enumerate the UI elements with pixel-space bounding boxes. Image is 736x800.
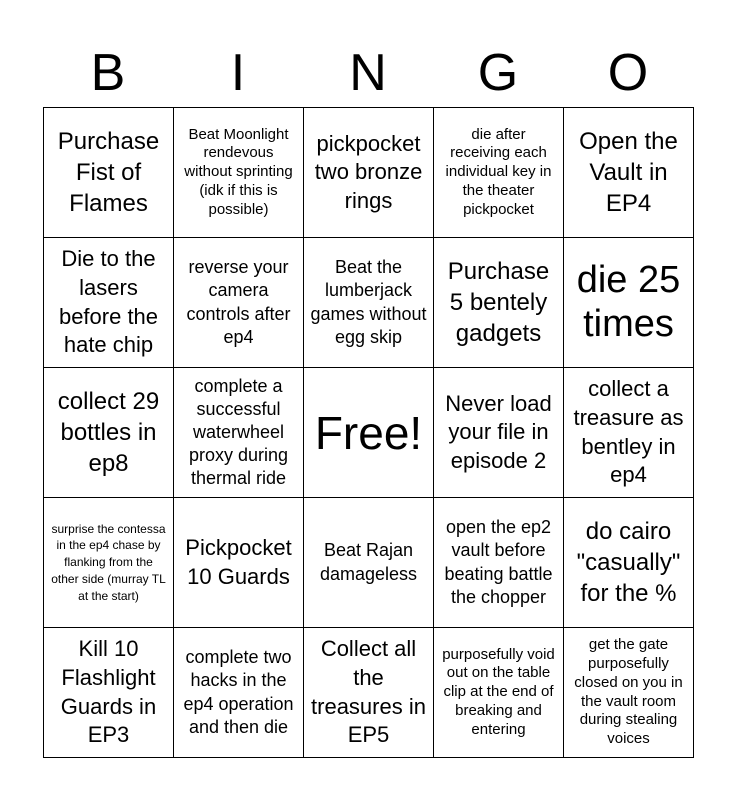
bingo-cell-r4c4[interactable] (434, 498, 564, 628)
cell-label: collect a treasure as bentley in ep4 (573, 376, 684, 488)
cell-label: Beat Rajan damageless (319, 540, 418, 584)
bingo-cell-r3c5[interactable] (564, 368, 694, 498)
bingo-cell-r4c2[interactable] (174, 498, 304, 628)
bingo-cell-r3c4[interactable] (434, 368, 564, 498)
header-letter-o: O (607, 44, 649, 102)
bingo-header (43, 40, 693, 106)
cell-label: Pickpocket 10 Guards (185, 534, 292, 589)
cell-label: Die to the lasers before the hate chip (58, 246, 159, 358)
bingo-cell-r3c2[interactable] (174, 368, 304, 498)
bingo-cell-r5c3[interactable] (304, 628, 434, 758)
bingo-cell-r1c5[interactable] (564, 108, 694, 238)
header-letter-i: I (230, 44, 246, 102)
bingo-cell-r2c2[interactable] (174, 238, 304, 368)
cell-label: Kill 10 Flashlight Guards in EP3 (60, 636, 157, 748)
cell-label: collect 29 bottles in ep8 (57, 387, 160, 478)
header-letter-b: B (90, 44, 126, 102)
cell-label: Collect all the treasures in EP5 (311, 636, 426, 748)
bingo-cell-r3c1[interactable] (44, 368, 174, 498)
cell-label: do cairo "casually" for the % (576, 517, 681, 608)
cell-label: die after receiving each individual key in the theater pickpocket (445, 125, 552, 218)
cell-label: open the ep2 vault before beating battle the chopper (444, 517, 553, 607)
cell-label: Purchase Fist of Flames (57, 127, 160, 218)
bingo-cell-r1c4[interactable] (434, 108, 564, 238)
header-letter-g: G (477, 44, 519, 102)
cell-label: Beat Moonlight rendevous without sprinting (idk if this is possible) (184, 125, 293, 218)
bingo-cell-r5c4[interactable] (434, 628, 564, 758)
free-space-label: Free! (314, 406, 423, 459)
cell-label: Never load your file in episode 2 (445, 390, 552, 473)
bingo-cell-r2c3[interactable] (304, 238, 434, 368)
cell-label: surprise the contessa in the ep4 chase by flanking from the other side (murray TL at the start) (51, 521, 166, 603)
bingo-cell-r2c1[interactable] (44, 238, 174, 368)
bingo-board (43, 107, 694, 758)
bingo-cell-r5c1[interactable] (44, 628, 174, 758)
cell-label: die 25 times (576, 258, 681, 345)
bingo-cell-r5c5[interactable] (564, 628, 694, 758)
cell-label: complete a successful waterwheel proxy during thermal ride (188, 375, 289, 489)
bingo-cell-r1c2[interactable] (174, 108, 304, 238)
cell-label: complete two hacks in the ep4 operation and then die (183, 647, 294, 737)
cell-label: reverse your camera controls after ep4 (186, 257, 291, 347)
header-letter-n: N (349, 44, 387, 102)
bingo-cell-r4c1[interactable] (44, 498, 174, 628)
bingo-cell-free[interactable] (304, 368, 434, 498)
bingo-cell-r2c4[interactable] (434, 238, 564, 368)
bingo-cell-r1c1[interactable] (44, 108, 174, 238)
bingo-cell-r5c2[interactable] (174, 628, 304, 758)
cell-label: pickpocket two bronze rings (314, 130, 423, 213)
bingo-cell-r2c5[interactable] (564, 238, 694, 368)
cell-label: purposefully void out on the table clip at the end of breaking and entering (442, 645, 555, 738)
bingo-cell-r1c3[interactable] (304, 108, 434, 238)
cell-label: Purchase 5 bentely gadgets (447, 257, 550, 348)
cell-label: Beat the lumberjack games without egg skip (310, 257, 427, 347)
cell-label: Open the Vault in EP4 (579, 127, 678, 218)
cell-label: get the gate purposefully closed on you in the vault room during stealing voices (574, 636, 683, 747)
bingo-cell-r4c5[interactable] (564, 498, 694, 628)
bingo-cell-r4c3[interactable] (304, 498, 434, 628)
